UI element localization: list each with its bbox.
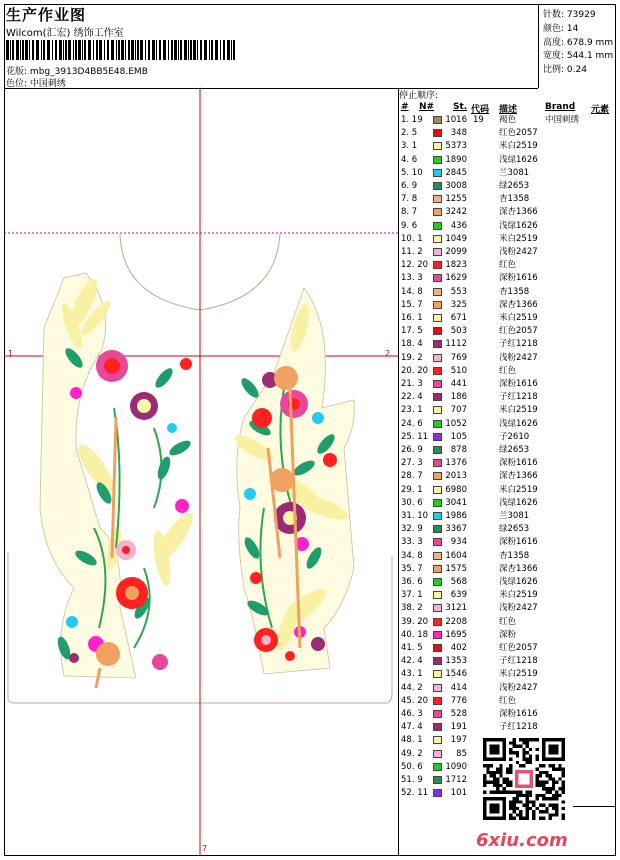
- barcode: [6, 40, 236, 60]
- color-swatch: [433, 684, 442, 692]
- row-stitches: 348: [450, 128, 467, 139]
- row-index: 52. 11: [401, 788, 429, 799]
- col-header-desc: 描述: [499, 105, 518, 115]
- color-position-value: 中国刺绣: [29, 79, 66, 89]
- row-description: 绿2653: [499, 181, 530, 191]
- table-row: [399, 418, 616, 431]
- color-swatch: [433, 631, 442, 639]
- row-description: 浅粉2427: [499, 603, 538, 614]
- color-swatch: [433, 182, 442, 190]
- stat-ratio: 比例: 0.24: [543, 65, 587, 75]
- stat-stitches: 针数: 73929: [543, 10, 596, 20]
- color-swatch: [433, 208, 442, 216]
- table-row: [399, 510, 616, 523]
- brand-value: 中国刺绣: [545, 115, 580, 125]
- row-description: 米白2519: [499, 405, 538, 416]
- table-row: [399, 444, 616, 457]
- row-stitches: 85: [456, 748, 467, 759]
- table-row: [399, 629, 616, 642]
- color-swatch: [433, 604, 442, 612]
- row-stitches: 1575: [445, 563, 467, 574]
- row-index: 46. 3: [401, 709, 423, 719]
- table-row: [399, 391, 616, 404]
- table-row: [399, 721, 616, 734]
- table-row: [399, 550, 616, 563]
- color-swatch: [433, 486, 442, 494]
- table-row: [399, 206, 616, 219]
- color-swatch: [433, 459, 442, 467]
- row-stitches: 1712: [445, 775, 467, 785]
- table-row: [399, 365, 616, 378]
- row-stitches: 934: [450, 537, 467, 548]
- row-code: 19: [473, 115, 484, 125]
- color-swatch: [433, 578, 442, 586]
- row-stitches: 503: [450, 326, 467, 337]
- row-index: 36. 6: [401, 577, 423, 587]
- row-index: 19. 2: [401, 352, 423, 363]
- row-description: 深杏1366: [499, 563, 538, 574]
- row-index: 7. 8: [401, 194, 418, 205]
- row-stitches: 553: [450, 286, 467, 297]
- row-index: 15. 7: [401, 299, 423, 310]
- col-header-num: #: [401, 102, 409, 112]
- row-index: 11. 2: [401, 247, 423, 257]
- row-stitches: 510: [450, 365, 467, 376]
- pattern-label: 花版:: [6, 67, 28, 77]
- row-description: 浅绿1626: [499, 220, 538, 231]
- row-description: 红色2057: [499, 643, 538, 653]
- table-row: [399, 299, 616, 312]
- row-index: 3. 1: [401, 141, 418, 152]
- table-row: [399, 682, 616, 695]
- row-index: 42. 4: [401, 656, 423, 667]
- row-description: 米白2519: [499, 141, 538, 152]
- color-swatch: [433, 380, 442, 388]
- row-index: 27. 3: [401, 458, 423, 469]
- row-index: 14. 8: [401, 286, 423, 297]
- row-index: 37. 1: [401, 590, 423, 601]
- row-stitches: 1112: [445, 339, 467, 350]
- color-swatch: [433, 195, 442, 203]
- table-row: [399, 220, 616, 233]
- table-row: [399, 470, 616, 483]
- row-index: 25. 11: [401, 431, 429, 442]
- row-stitches: 1049: [445, 233, 467, 244]
- color-swatch: [433, 763, 442, 771]
- row-description: 浅绿1626: [499, 154, 538, 165]
- row-stitches: 414: [450, 682, 467, 693]
- row-stitches: 639: [450, 590, 467, 601]
- row-stitches: 2845: [445, 167, 467, 178]
- row-stitches: 2013: [445, 471, 467, 482]
- row-stitches: 325: [450, 299, 467, 310]
- color-swatch: [433, 288, 442, 296]
- color-swatch: [433, 169, 442, 177]
- color-swatch: [433, 670, 442, 678]
- color-swatch: [433, 261, 442, 269]
- table-row: [399, 602, 616, 615]
- row-stitches: 1255: [445, 194, 467, 205]
- table-row: [399, 497, 616, 510]
- table-row: [399, 180, 616, 193]
- color-swatch: [433, 565, 442, 573]
- color-swatch: [433, 116, 442, 124]
- row-index: 4. 6: [401, 154, 418, 165]
- row-stitches: 3367: [445, 524, 467, 535]
- axis-label-right: 2: [385, 349, 391, 358]
- color-swatch: [433, 420, 442, 428]
- table-row: [399, 114, 616, 127]
- table-row: [399, 286, 616, 299]
- color-swatch: [433, 618, 442, 626]
- row-description: 杏1358: [499, 194, 530, 205]
- row-index: 2. 5: [401, 128, 418, 139]
- row-description: 米白2519: [499, 233, 538, 244]
- color-swatch: [433, 499, 442, 507]
- row-stitches: 441: [450, 379, 467, 389]
- row-index: 41. 5: [401, 643, 423, 653]
- row-index: 12. 20: [401, 260, 429, 271]
- row-stitches: 1052: [445, 418, 467, 429]
- table-row: [399, 576, 616, 589]
- row-stitches: 528: [450, 709, 467, 719]
- color-swatch: [433, 446, 442, 454]
- col-header-brand: Brand: [545, 102, 576, 112]
- row-description: 绿2653: [499, 445, 530, 455]
- row-description: 深粉1616: [499, 273, 538, 284]
- col-header-element: 元素: [591, 105, 610, 115]
- table-row: [399, 378, 616, 391]
- row-stitches: 1376: [445, 458, 467, 469]
- row-description: 浅粉2427: [499, 352, 538, 363]
- table-row: [399, 272, 616, 285]
- table-row: [399, 325, 616, 338]
- row-index: 50. 6: [401, 761, 423, 772]
- color-swatch: [433, 697, 442, 705]
- stop-sequence-title: 停止顺序:: [399, 91, 439, 101]
- color-swatch: [433, 129, 442, 137]
- table-row: [399, 127, 616, 140]
- color-position-label: 色位:: [6, 79, 28, 89]
- row-index: 44. 2: [401, 682, 423, 693]
- row-description: 红色: [499, 616, 517, 627]
- row-stitches: 191: [450, 722, 467, 733]
- right-embroidery-panel: [231, 288, 354, 674]
- table-row: [399, 563, 616, 576]
- color-swatch: [433, 789, 442, 797]
- table-row: [399, 431, 616, 444]
- row-stitches: 5373: [445, 141, 467, 152]
- color-swatch: [433, 406, 442, 414]
- color-swatch: [433, 156, 442, 164]
- row-stitches: 568: [450, 577, 467, 587]
- row-description: 浅粉2427: [499, 682, 538, 693]
- table-row: [399, 193, 616, 206]
- row-description: 子红1218: [499, 656, 538, 667]
- row-description: 子红1218: [499, 392, 538, 403]
- axis-label-left: 1: [8, 349, 14, 358]
- row-stitches: 1986: [445, 511, 467, 521]
- row-index: 49. 2: [401, 748, 423, 759]
- row-index: 47. 4: [401, 722, 423, 733]
- row-index: 16. 1: [401, 313, 423, 323]
- row-index: 51. 9: [401, 775, 423, 785]
- table-row: [399, 642, 616, 655]
- row-description: 红色: [499, 695, 517, 706]
- color-swatch: [433, 710, 442, 718]
- left-embroidery-panel: [40, 273, 199, 688]
- site-watermark: 6xiu.com: [476, 830, 568, 851]
- color-swatch: [433, 222, 442, 230]
- stat-width: 宽度: 544.1 mm: [543, 51, 614, 61]
- company-name: Wilcom(汇宏) 绣饰工作室: [6, 28, 124, 39]
- row-index: 35. 7: [401, 563, 423, 574]
- stat-height: 高度: 678.9 mm: [543, 38, 614, 48]
- row-index: 31. 10: [401, 511, 429, 521]
- table-row: [399, 695, 616, 708]
- table-row: [399, 167, 616, 180]
- row-stitches: 3008: [445, 181, 467, 191]
- row-stitches: 1546: [445, 669, 467, 680]
- row-description: 深粉1616: [499, 379, 538, 389]
- row-stitches: 878: [450, 445, 467, 455]
- embroidery-preview: [4, 88, 398, 856]
- row-description: 浅绿1626: [499, 577, 538, 587]
- color-swatch: [433, 301, 442, 309]
- color-swatch: [433, 340, 442, 348]
- row-index: 34. 8: [401, 550, 423, 561]
- col-header-code: 代码: [471, 105, 490, 115]
- row-index: 32. 9: [401, 524, 423, 535]
- color-swatch: [433, 750, 442, 758]
- row-index: 9. 6: [401, 220, 418, 231]
- row-index: 39. 20: [401, 616, 429, 627]
- table-row: [399, 140, 616, 153]
- row-index: 20. 20: [401, 365, 429, 376]
- color-swatch: [433, 552, 442, 560]
- row-index: 23. 1: [401, 405, 423, 416]
- row-stitches: 1823: [445, 260, 467, 271]
- row-description: 深粉: [499, 629, 517, 640]
- qr-code: [483, 738, 565, 820]
- row-description: 米白2519: [499, 669, 538, 680]
- row-description: 红色: [499, 365, 517, 376]
- table-row: [399, 484, 616, 497]
- row-index: 10. 1: [401, 233, 423, 244]
- row-index: 5. 10: [401, 167, 423, 178]
- row-description: 深杏1366: [499, 299, 538, 310]
- row-index: 24. 6: [401, 418, 423, 429]
- row-index: 13. 3: [401, 273, 423, 284]
- row-stitches: 186: [450, 392, 467, 403]
- row-description: 子红1218: [499, 722, 538, 733]
- row-description: 浅绿1626: [499, 418, 538, 429]
- row-stitches: 1090: [445, 761, 467, 772]
- color-swatch: [433, 235, 442, 243]
- table-row: [399, 352, 616, 365]
- row-index: 48. 1: [401, 735, 423, 746]
- col-header-stitches: St.: [453, 102, 468, 112]
- row-index: 18. 4: [401, 339, 423, 350]
- row-stitches: 6980: [445, 484, 467, 495]
- row-index: 17. 5: [401, 326, 423, 337]
- row-index: 38. 2: [401, 603, 423, 614]
- row-index: 40. 18: [401, 629, 429, 640]
- row-stitches: 3242: [445, 207, 467, 218]
- table-row: [399, 668, 616, 681]
- color-swatch: [433, 367, 442, 375]
- row-description: 绿2653: [499, 524, 530, 535]
- row-description: 米白2519: [499, 590, 538, 601]
- color-swatch: [433, 525, 442, 533]
- axis-label-bottom: 7: [202, 844, 208, 853]
- row-description: 兰3081: [499, 167, 530, 178]
- row-description: 子红1218: [499, 339, 538, 350]
- row-stitches: 1629: [445, 273, 467, 284]
- row-description: 浅绿1626: [499, 497, 538, 508]
- row-description: 深粉1616: [499, 709, 538, 719]
- row-index: 21. 3: [401, 379, 423, 389]
- row-description: 米白2519: [499, 313, 538, 323]
- color-swatch: [433, 512, 442, 520]
- row-stitches: 1016: [445, 115, 467, 125]
- color-swatch: [433, 274, 442, 282]
- table-row: [399, 404, 616, 417]
- color-swatch: [433, 644, 442, 652]
- table-row: [399, 523, 616, 536]
- row-stitches: 671: [450, 313, 467, 323]
- table-row: [399, 589, 616, 602]
- row-description: 深粉1616: [499, 458, 538, 469]
- row-index: 29. 1: [401, 484, 423, 495]
- table-row: [399, 616, 616, 629]
- row-index: 1. 19: [401, 115, 423, 125]
- color-swatch: [433, 314, 442, 322]
- row-stitches: 3121: [445, 603, 467, 614]
- table-row: [399, 233, 616, 246]
- row-description: 兰3081: [499, 511, 530, 521]
- row-stitches: 1890: [445, 154, 467, 165]
- table-row: [399, 154, 616, 167]
- col-header-needle: N#: [419, 102, 435, 112]
- color-swatch: [433, 354, 442, 362]
- row-stitches: 707: [450, 405, 467, 416]
- row-stitches: 105: [450, 431, 467, 442]
- color-swatch: [433, 776, 442, 784]
- row-index: 43. 1: [401, 669, 423, 680]
- color-swatch: [433, 433, 442, 441]
- page-title: 生产作业图: [6, 6, 87, 24]
- row-description: 米白2519: [499, 484, 538, 495]
- row-stitches: 769: [450, 352, 467, 363]
- row-index: 8. 7: [401, 207, 418, 218]
- row-description: 红色2057: [499, 128, 538, 139]
- table-row: [399, 312, 616, 325]
- color-swatch: [433, 248, 442, 256]
- color-swatch: [433, 538, 442, 546]
- row-stitches: 776: [450, 695, 467, 706]
- color-swatch: [433, 393, 442, 401]
- row-stitches: 1353: [445, 656, 467, 667]
- row-index: 26. 9: [401, 445, 423, 455]
- row-description: 子2610: [499, 431, 530, 442]
- row-stitches: 436: [450, 220, 467, 231]
- color-swatch: [433, 657, 442, 665]
- row-index: 6. 9: [401, 181, 418, 191]
- row-stitches: 197: [450, 735, 467, 746]
- header: [6, 4, 536, 88]
- row-description: 杏1358: [499, 550, 530, 561]
- row-index: 45. 20: [401, 695, 429, 706]
- table-row: [399, 457, 616, 470]
- row-description: 浅粉2427: [499, 247, 538, 257]
- row-stitches: 402: [450, 643, 467, 653]
- table-row: [399, 708, 616, 721]
- row-description: 杏1358: [499, 286, 530, 297]
- row-index: 28. 7: [401, 471, 423, 482]
- table-row: [399, 246, 616, 259]
- row-index: 22. 4: [401, 392, 423, 403]
- design-canvas: [4, 88, 398, 856]
- row-description: 深杏1366: [499, 207, 538, 218]
- row-stitches: 2208: [445, 616, 467, 627]
- row-stitches: 101: [450, 788, 467, 799]
- table-row: [399, 259, 616, 272]
- color-swatch: [433, 142, 442, 150]
- row-description: 红色: [499, 260, 517, 271]
- color-swatch: [433, 736, 442, 744]
- color-swatch: [433, 723, 442, 731]
- stats-box: [538, 4, 617, 88]
- row-description: 深杏1366: [499, 471, 538, 482]
- row-description: 红色2057: [499, 326, 538, 337]
- table-row: [399, 655, 616, 668]
- row-stitches: 3041: [445, 497, 467, 508]
- row-description: 深粉1616: [499, 537, 538, 548]
- stat-colors: 颜色: 14: [543, 24, 579, 34]
- row-index: 30. 6: [401, 497, 423, 508]
- row-stitches: 1604: [445, 550, 467, 561]
- color-swatch: [433, 591, 442, 599]
- qr-divider: [573, 806, 616, 807]
- pattern-value: mbg_3913D4BB5E48.EMB: [29, 67, 148, 77]
- row-index: 33. 3: [401, 537, 423, 548]
- color-swatch: [433, 472, 442, 480]
- color-swatch: [433, 327, 442, 335]
- row-stitches: 1695: [445, 629, 467, 640]
- row-description: 褐色: [499, 115, 517, 125]
- row-stitches: 2099: [445, 247, 467, 257]
- table-row: [399, 338, 616, 351]
- table-row: [399, 536, 616, 549]
